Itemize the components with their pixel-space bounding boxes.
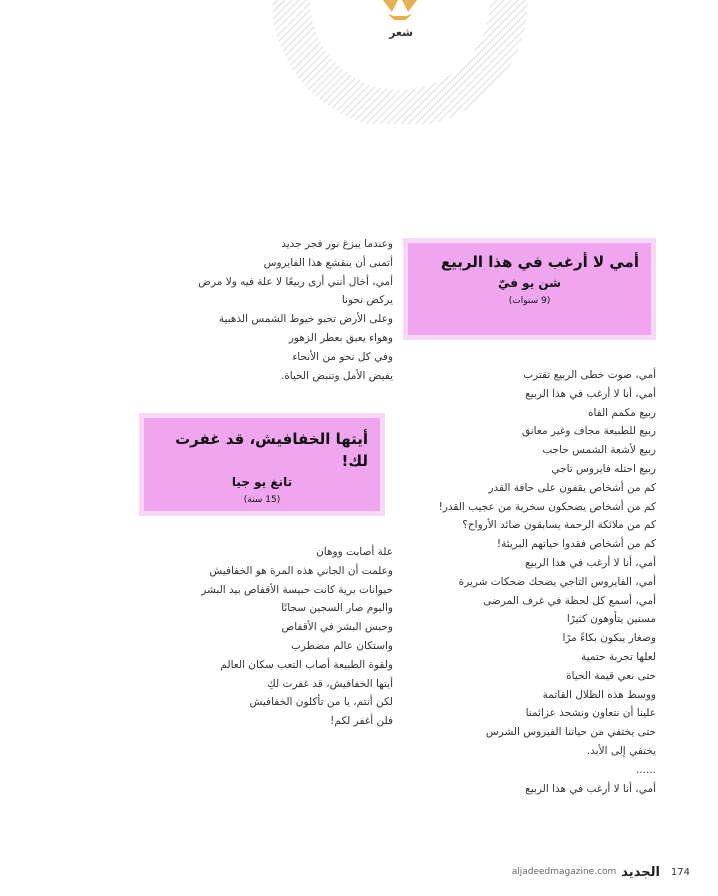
verse-line: وعلمت أن الجاني هذه المرة هو الخفافيش — [209, 564, 393, 577]
verse-line: علينا أن نتعاون ونشحذ عزائمنا — [525, 707, 656, 720]
site-url: aljadeedmagazine.com — [511, 867, 617, 877]
verse-line: مسنين يتأوهون كثيرًا — [566, 613, 656, 626]
poem2-author: تانغ يو جيا — [231, 475, 293, 489]
header-ring-decoration — [270, 0, 530, 124]
poem1-verse — [410, 366, 656, 798]
magazine-logo: الجديد — [621, 864, 660, 880]
poem1-author: شن يو فيّ — [498, 276, 561, 290]
verse-line: حيوانات برية كانت حبيسة الأقفاص بيد البشر — [201, 583, 393, 596]
verse-line: وهواء يعبق بعطر الزهور — [288, 331, 393, 344]
verse-line: وفي كل نحو من الأنحاء — [292, 350, 393, 363]
page-footer — [500, 862, 690, 882]
verse-line: أيتها الخفافيش، قد غفرت لكِ — [267, 677, 393, 690]
verse-line: وعلى الأرض تحبو خيوط الشمس الذهبية — [218, 313, 393, 326]
verse-line: أمي، أنا لا أرغب في هذا الربيع — [525, 782, 656, 795]
verse-line: يركض نحونا — [341, 294, 393, 307]
verse-line: وعندما يبزغ نور فجر جديد — [281, 238, 393, 250]
verse-line: يفيض الأمل وتنبض الحياة. — [280, 369, 393, 382]
verse-line: لكن أنتم، يا من تأكلون الخفافيش — [249, 696, 393, 709]
poem2-title: أيتها الخفافيش، قد غفرت لك! — [175, 430, 368, 470]
page-number: 174 — [670, 866, 690, 878]
verse-line: أتمنى أن ينقشع هذا الفايروس — [263, 256, 393, 269]
poem1-title-box — [403, 238, 656, 340]
poem2-verse — [139, 543, 393, 731]
verse-line: كم من أشخاص فقدوا حياتهم البريئة! — [496, 538, 656, 551]
verse-line: ...... — [635, 763, 656, 776]
poem2-age: (15 سنة) — [243, 495, 281, 505]
verse-line: يختفي إلى الأبد. — [586, 744, 656, 757]
verse-line: ربيع للطبيعة مجاف وغير معانق — [522, 425, 656, 438]
verse-line: كم من أشخاص يضحكون سخرية من عجيب القدر! — [438, 500, 656, 513]
verse-line: ولقوة الطبيعة أصاب التعب سكان العالم — [220, 658, 393, 671]
verse-line: ربيع مكمم الفاه — [587, 406, 656, 419]
poem1-title: أمي لا أرغب في هذا الربيع — [440, 253, 639, 271]
verse-line: أمي، صوت خطى الربيع تقترب — [523, 369, 656, 381]
verse-line: كم من ملائكة الرحمة يسابقون صائد الأرواح؟ — [462, 519, 656, 532]
verse-line: علة أصابت ووهان — [316, 546, 393, 558]
verse-line: أمي، أخال أنني أرى ربيعًا لا علة فيه ولا مرض — [198, 275, 393, 288]
verse-line: كم من أشخاص يقفون على حافة القدر — [488, 481, 656, 494]
verse-line: أمي، أنا لا أرغب في هذا الربيع — [525, 387, 656, 400]
verse-line: ووسط هذه الظلال القاتمة — [542, 688, 656, 701]
verse-line: وحبس البشر في الأقفاص — [281, 621, 393, 634]
verse-line: أمي، الفايروس التاجي يضحك ضحكات شريرة — [458, 575, 656, 588]
verse-line: وصغار يبكون بكاءً مرًا — [562, 632, 656, 645]
verse-line: لعلها تجربة حتمية — [580, 650, 656, 663]
verse-line: أمي، أنا لا أرغب في هذا الربيع — [525, 556, 656, 569]
poem1-age: (9 سنوات) — [508, 296, 551, 306]
verse-line: واستكان عالم مضطرب — [290, 639, 393, 652]
verse-line: واليوم صار السجين سجانًا — [281, 602, 393, 615]
verse-line: ربيع احتله فايروس تاجي — [551, 462, 656, 475]
verse-line: أمي، أسمع كل لحظة في غرف المرضى — [483, 594, 656, 607]
verse-line: ربيع لأشعة الشمس حاجب — [542, 444, 656, 457]
verse-line: فلن أغفر لكم! — [330, 715, 393, 728]
section-label: شعر — [389, 26, 413, 39]
verse-line: حتى نعي قيمة الحياة — [566, 669, 656, 682]
poem2-title-box — [139, 413, 385, 516]
verse-line: حتى يختفي من حياتنا الفيروس الشرس — [485, 726, 656, 739]
poem1-continuation — [139, 235, 393, 385]
